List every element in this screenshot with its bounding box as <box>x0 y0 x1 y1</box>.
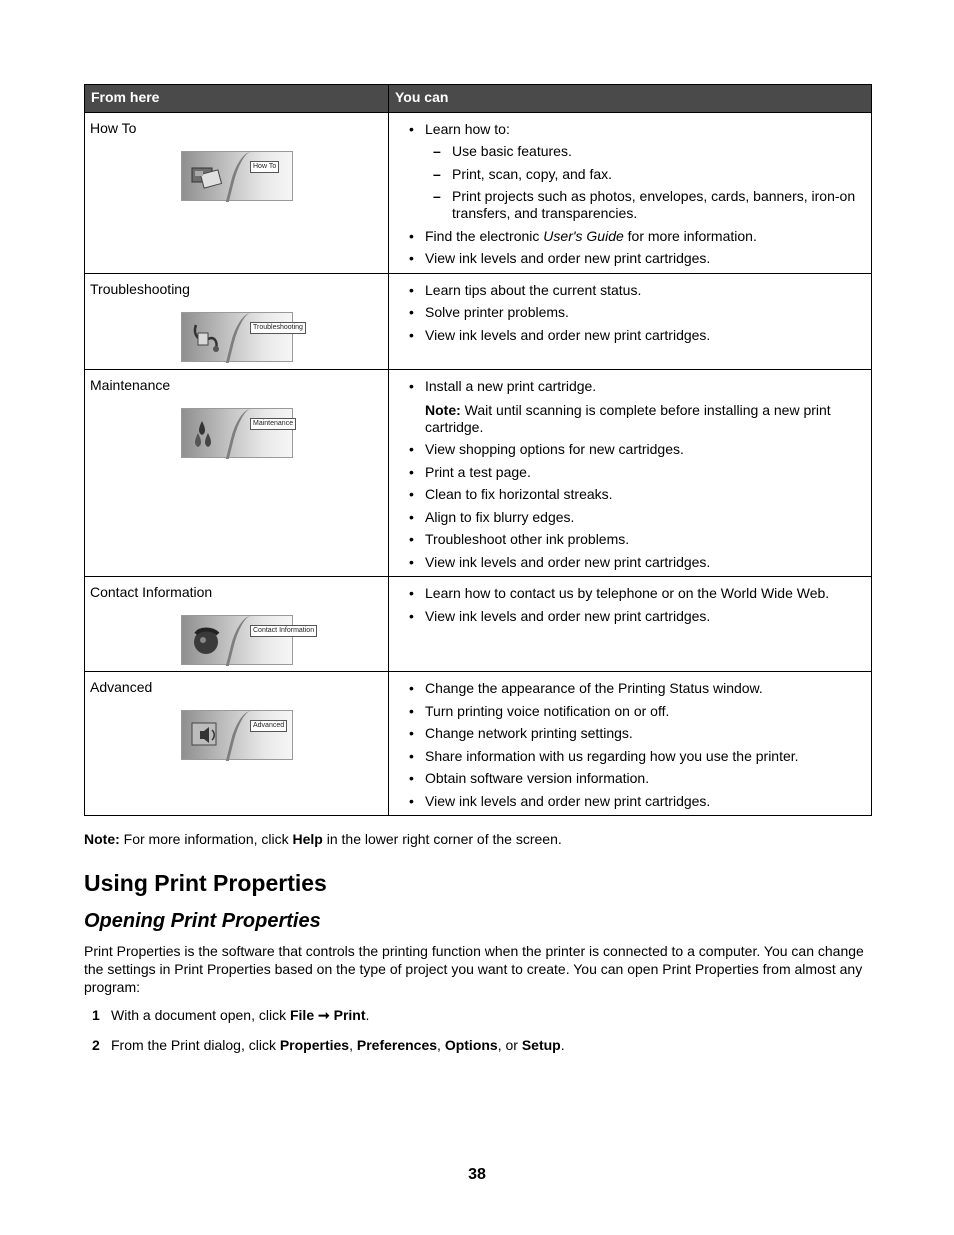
list-item: – Print, scan, copy, and fax. <box>425 166 861 183</box>
bullet-list <box>405 680 861 810</box>
list-item: – Use basic features. <box>425 143 861 160</box>
list-item: • View shopping options for new cartridges. <box>405 441 861 458</box>
maintenance-note: Note: Wait until scanning is complete before installing a new print cartridge. <box>425 401 831 435</box>
page-number: 38 <box>468 1166 486 1183</box>
bullet-list <box>405 121 861 267</box>
list-item: • View ink levels and order new print cartridges. <box>405 793 861 810</box>
you-can-cell <box>389 672 872 816</box>
bullet-list <box>405 378 861 395</box>
list-item: • View ink levels and order new print cartridges. <box>405 250 861 267</box>
help-keyword: Help <box>292 831 323 847</box>
header-from-here: From here <box>85 85 389 113</box>
page-content <box>84 84 871 1066</box>
table-row <box>85 672 872 816</box>
list-item: • View ink levels and order new print cartridges. <box>405 554 861 571</box>
list-item: • Obtain software version information. <box>405 770 861 787</box>
bullet-list <box>405 585 861 625</box>
advanced-thumbnail-icon <box>181 710 293 760</box>
list-item: • Change network printing settings. <box>405 725 861 742</box>
you-can-cell <box>389 273 872 369</box>
list-item: • View ink levels and order new print cartridges. <box>405 327 861 344</box>
list-item: • Learn how to: – Use basic features. – Print, scan, copy, and fax. – Print projects such as photos, envelopes, cards, banners, iron-on transfers, and transparencies. <box>405 121 861 222</box>
list-item: • Print a test page. <box>405 464 861 481</box>
thumbnail-tab-label: Maintenance <box>250 418 296 430</box>
body-paragraph: Print Properties is the software that controls the printing function when the printer is connected to a computer. You can change the settings in Print Properties based on the type of project you want to create. You can open Print Properties from almost any program: <box>84 943 864 995</box>
dash-list <box>425 143 861 222</box>
features-table <box>84 84 872 816</box>
you-can-cell <box>389 577 872 672</box>
row-label-contact-information: Contact Information <box>90 584 213 600</box>
phone-globe-icon <box>190 624 224 656</box>
list-item: • Learn tips about the current status. <box>405 282 861 299</box>
row-label-troubleshooting: Troubleshooting <box>90 280 190 297</box>
you-can-cell <box>389 113 872 274</box>
list-item: • Install a new print cartridge. <box>405 378 861 395</box>
list-item: • Turn printing voice notification on or off. <box>405 703 861 720</box>
thumbnail-tab-label: Advanced <box>250 720 287 732</box>
list-item: • Change the appearance of the Printing Status window. <box>405 680 861 697</box>
list-item: • Troubleshoot other ink problems. <box>405 531 861 548</box>
thumbnail-tab-label: How To <box>250 161 279 173</box>
thumbnail-tab-label: Troubleshooting <box>250 322 306 334</box>
list-item: • Clean to fix horizontal streaks. <box>405 486 861 503</box>
list-item: • Learn how to contact us by telephone or on the World Wide Web. <box>405 585 861 602</box>
list-item: • Align to fix blurry edges. <box>405 509 861 526</box>
steps-list <box>84 1006 871 1054</box>
troubleshooting-thumbnail-icon <box>181 312 303 362</box>
list-item: • View ink levels and order new print cartridges. <box>405 608 861 625</box>
list-item: • Share information with us regarding how you use the printer. <box>405 748 861 765</box>
from-cell <box>85 672 389 816</box>
speaker-icon <box>190 719 224 751</box>
help-note: Note: For more information, click Help in the lower right corner of the screen. <box>84 831 562 847</box>
from-cell <box>85 369 389 577</box>
you-can-cell <box>389 369 872 577</box>
list-item: 2 From the Print dialog, click Properties, Preferences, Options, or Setup. <box>92 1037 565 1053</box>
from-cell <box>85 273 389 369</box>
users-guide-title: User's Guide <box>543 227 624 244</box>
thumbnail-tab-label: Contact Information <box>250 625 317 637</box>
table-row <box>85 113 872 274</box>
bullet-list <box>405 441 861 571</box>
table-row <box>85 577 872 672</box>
table-row <box>85 273 872 369</box>
list-item: • Find the electronic User's Guide for more information. <box>405 228 861 245</box>
table-row <box>85 369 872 577</box>
cards-icon <box>190 160 224 192</box>
row-label-advanced: Advanced <box>90 679 153 695</box>
header-you-can: You can <box>389 85 872 113</box>
list-item: – Print projects such as photos, envelopes, cards, banners, iron-on transfers, and transparencies. <box>425 188 861 222</box>
table-header-row <box>85 85 872 113</box>
subsection-title: Opening Print Properties <box>84 910 321 932</box>
contact-thumbnail-icon <box>181 615 315 665</box>
how-to-thumbnail-icon <box>181 151 293 201</box>
from-cell <box>85 577 389 672</box>
maintenance-thumbnail-icon <box>181 408 293 458</box>
row-label-how-to: How To <box>90 120 137 136</box>
stethoscope-icon <box>190 321 224 353</box>
list-item: 1 With a document open, click File ➞ Print. <box>92 1007 370 1023</box>
bullet-list <box>405 282 861 344</box>
from-cell <box>85 113 389 274</box>
row-label-maintenance: Maintenance <box>90 376 171 393</box>
ink-drops-icon <box>190 417 224 449</box>
list-item: • Solve printer problems. <box>405 304 861 321</box>
section-title: Using Print Properties <box>84 870 327 896</box>
